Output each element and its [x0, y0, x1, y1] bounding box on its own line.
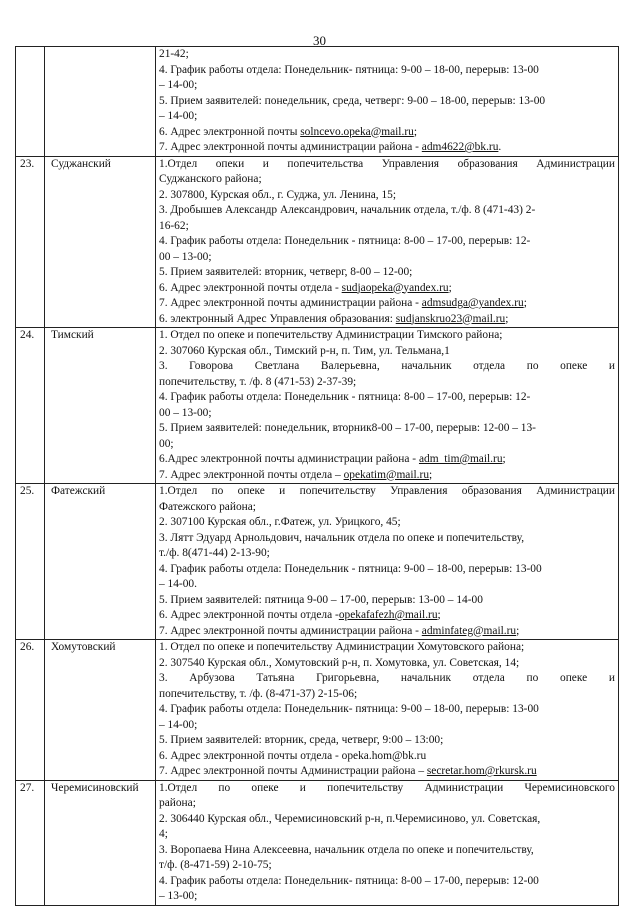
info-text-suffix: ; — [448, 281, 452, 294]
row-number: 25. — [16, 484, 45, 640]
table-row — [16, 780, 619, 905]
info-text: 2. 306440 Курская обл., Черемисиновский р-н, п.Черемисиново, ул. Советская, — [159, 812, 541, 825]
info-text: 7. Адрес электронной почты администрации района - — [159, 624, 422, 637]
info-line — [159, 531, 615, 547]
info-line — [159, 281, 615, 297]
info-line — [159, 733, 615, 749]
info-text: попечительству, т. /ф. 8 (471-53) 2-37-39; — [159, 375, 357, 388]
email-link[interactable]: adminfateg@mail.ru — [421, 624, 517, 637]
info-text: 6. Адрес электронной почты отдела - opeka.hom@bk.ru — [159, 749, 427, 762]
district-name: Фатежский — [45, 484, 156, 640]
info-text: т/ф. (8-471-59) 2-10-75; — [159, 859, 272, 871]
info-text-suffix: ; — [437, 609, 441, 621]
email-link[interactable]: adm_tim@mail.ru — [418, 453, 503, 465]
info-line — [159, 624, 615, 640]
info-text: 21-42; — [159, 48, 189, 60]
info-line — [159, 656, 615, 672]
info-line — [159, 781, 615, 797]
info-text: 2. 307060 Курская обл., Тимский р-н, п. Тим, ул. Тельмана,1 — [159, 344, 450, 357]
info-line — [159, 749, 615, 765]
info-line — [159, 63, 615, 79]
info-line — [159, 874, 615, 890]
email-link[interactable]: adm4622@bk.ru — [421, 141, 499, 153]
info-line — [159, 718, 615, 734]
info-text: 7. Адрес электронной почты Администрации района – — [159, 765, 427, 777]
info-text: 3. Воропаева Нина Алексеевна, начальник отдела по опеке и попечительству, — [159, 843, 534, 856]
row-number: 27. — [16, 780, 45, 905]
table-row — [16, 484, 619, 640]
info-text: 1. Отдел по опеке и попечительству Администрации Тимского района; — [159, 329, 503, 341]
info-line — [159, 577, 615, 593]
info-line — [159, 312, 615, 328]
info-line — [159, 250, 615, 266]
info-text: 4; — [159, 828, 168, 840]
info-line — [159, 390, 615, 406]
info-line — [159, 812, 615, 828]
info-text: 4. График работы отдела: Понедельник - пятница: 8-00 – 17-00, перерыв: 12- — [159, 235, 531, 247]
info-text: 4. График работы отдела: Понедельник- пятница: 9-00 – 18-00, перерыв: 13-00 — [159, 63, 539, 76]
info-text: 7. Адрес электронной почты отдела – — [159, 468, 344, 481]
info-text: Суджанского района; — [159, 173, 262, 185]
info-text: 5. Прием заявителей: понедельник, вторник8-00 – 17-00, перерыв: 12-00 – 13- — [159, 422, 536, 434]
info-line — [159, 702, 615, 718]
info-text: 6.Адрес электронной почты администрации района - — [159, 453, 419, 465]
info-text: 4. График работы отдела: Понедельник- пятница: 8-00 – 17-00, перерыв: 12-00 — [159, 874, 539, 887]
table-row — [16, 156, 619, 328]
info-line — [159, 234, 615, 250]
info-line — [159, 94, 615, 110]
guardianship-departments-table — [15, 46, 619, 906]
info-line — [159, 608, 615, 624]
info-text: – 14-00; — [159, 718, 198, 731]
info-line — [159, 375, 615, 391]
department-info — [156, 47, 619, 157]
info-line — [159, 203, 615, 219]
info-text: 5. Прием заявителей: пятница 9-00 – 17-00, перерыв: 13-00 – 14-00 — [159, 593, 483, 606]
district-name: Тимский — [45, 328, 156, 484]
row-number — [16, 47, 45, 157]
department-info — [156, 156, 619, 328]
info-line — [159, 47, 615, 63]
info-line — [159, 265, 615, 281]
email-link[interactable]: admsudga@yandex.ru — [421, 297, 524, 309]
department-info — [156, 640, 619, 781]
info-text: 4. График работы отдела: Понедельник - пятница: 9-00 – 18-00, перерыв: 13-00 — [159, 562, 542, 575]
info-text-suffix: ; — [516, 624, 520, 637]
info-line — [159, 484, 615, 500]
info-line — [159, 640, 615, 656]
info-text-suffix: ; — [413, 125, 417, 138]
info-text: – 13-00; — [159, 890, 198, 902]
info-line — [159, 827, 615, 843]
info-line — [159, 188, 615, 204]
info-text-suffix: ; — [502, 453, 506, 465]
info-text-suffix: ; — [523, 297, 527, 309]
info-line — [159, 687, 615, 703]
info-text: 3. Дробышев Александр Александрович, начальник отдела, т./ф. 8 (471-43) 2- — [159, 204, 536, 216]
info-text: 1.Отдел по опеке и попечительству Управления образования Администрации — [159, 485, 615, 497]
info-line — [159, 593, 615, 609]
info-line — [159, 515, 615, 531]
department-info — [156, 780, 619, 905]
info-text: 00 – 13-00; — [159, 250, 212, 263]
email-link[interactable]: opekatim@mail.ru — [343, 468, 430, 481]
table-row — [16, 328, 619, 484]
info-text: 2. 307540 Курская обл., Хомутовский р-н, п. Хомутовка, ул. Советская, 14; — [159, 656, 520, 669]
email-link[interactable]: solncevo.opeka@mail.ru — [300, 125, 414, 138]
info-line — [159, 219, 615, 235]
info-text: 4. График работы отдела: Понедельник- пятница: 9-00 – 18-00, перерыв: 13-00 — [159, 703, 539, 715]
info-text: 2. 307100 Курская обл., г.Фатеж, ул. Урицкого, 45; — [159, 516, 401, 528]
info-text: 6. Адрес электронной почты отдела - — [159, 609, 339, 621]
page-number: 30 — [313, 33, 326, 48]
info-text: 1. Отдел по опеке и попечительству Администрации Хомутовского района; — [159, 641, 525, 653]
info-line — [159, 359, 615, 375]
row-number: 26. — [16, 640, 45, 781]
info-text: 6. Адрес электронной почты отдела - — [159, 281, 342, 294]
info-text: 00 – 13-00; — [159, 406, 212, 419]
info-text: 5. Прием заявителей: понедельник, среда, четверг: 9-00 – 18-00, перерыв: 13-00 — [159, 94, 546, 107]
info-line — [159, 406, 615, 422]
info-line — [159, 858, 615, 874]
info-line — [159, 344, 615, 360]
info-line — [159, 562, 615, 578]
info-text: попечительству, т. /ф. (8-471-37) 2-15-06; — [159, 687, 358, 700]
table-row — [16, 47, 619, 157]
info-text: 00; — [159, 437, 174, 450]
info-text: – 14-00; — [159, 110, 198, 122]
info-line — [159, 500, 615, 516]
info-text: 1.Отдел опеки и попечительства Управления образования Администрации — [159, 157, 615, 170]
info-line — [159, 125, 615, 141]
email-link[interactable]: sudjanskruo23@mail.ru — [395, 312, 506, 325]
info-text: – 14-00. — [159, 578, 197, 590]
district-name: Суджанский — [45, 156, 156, 328]
email-link[interactable]: sudjaopeka@yandex.ru — [341, 281, 449, 294]
info-text: 3. Лятт Эдуард Арнольдович, начальник отдела по опеке и попечительству, — [159, 531, 525, 544]
info-text-suffix: ; — [429, 468, 433, 481]
info-text: 2. 307800, Курская обл., г. Суджа, ул. Ленина, 15; — [159, 188, 397, 201]
info-text-suffix: ; — [505, 312, 509, 325]
department-info — [156, 328, 619, 484]
info-line — [159, 421, 615, 437]
email-link[interactable]: secretar.hom@rkursk.ru — [426, 765, 537, 777]
district-name: Черемисиновский — [45, 780, 156, 905]
info-text: Фатежского района; — [159, 500, 256, 513]
email-link[interactable]: opekafafezh@mail.ru — [338, 609, 438, 621]
info-line — [159, 157, 615, 173]
info-line — [159, 796, 615, 812]
info-line — [159, 764, 615, 780]
info-text: 7. Адрес электронной почты администрации района - — [159, 297, 422, 309]
row-number: 23. — [16, 156, 45, 328]
info-line — [159, 296, 615, 312]
info-text: 3. Арбузова Татьяна Григорьевна, начальник отдела по опеке и — [159, 672, 615, 684]
info-text-suffix: . — [498, 141, 502, 153]
info-line — [159, 78, 615, 94]
district-name — [45, 47, 156, 157]
table-row — [16, 640, 619, 781]
info-line — [159, 172, 615, 188]
info-text: района; — [159, 797, 196, 809]
info-text: т./ф. 8(471-44) 2-13-90; — [159, 547, 270, 559]
row-number: 24. — [16, 328, 45, 484]
info-text: 3. Говорова Светлана Валерьевна, начальник отдела по опеке и — [159, 360, 615, 372]
info-text: 5. Прием заявителей: вторник, среда, четверг, 9:00 – 13:00; — [159, 734, 444, 746]
info-line — [159, 437, 615, 453]
table-body — [16, 47, 619, 906]
info-line — [159, 843, 615, 859]
info-text: 7. Адрес электронной почты администрации района - — [159, 141, 422, 153]
info-text: 5. Прием заявителей: вторник, четверг, 8-00 – 12-00; — [159, 266, 413, 278]
info-text: 4. График работы отдела: Понедельник - пятница: 8-00 – 17-00, перерыв: 12- — [159, 391, 531, 403]
info-text: 6. Адрес электронной почты — [159, 125, 301, 138]
info-text: – 14-00; — [159, 79, 198, 91]
info-line — [159, 671, 615, 687]
district-name: Хомутовский — [45, 640, 156, 781]
info-line — [159, 140, 615, 156]
info-text: 16-62; — [159, 219, 189, 232]
department-info — [156, 484, 619, 640]
info-line — [159, 889, 615, 905]
info-line — [159, 328, 615, 344]
info-text: 1.Отдел по опеке и попечительству Администрации Черемисиновского — [159, 781, 615, 794]
info-text: 6. электронный Адрес Управления образования: — [159, 312, 396, 325]
info-line — [159, 109, 615, 125]
info-line — [159, 546, 615, 562]
info-line — [159, 468, 615, 484]
info-line — [159, 452, 615, 468]
